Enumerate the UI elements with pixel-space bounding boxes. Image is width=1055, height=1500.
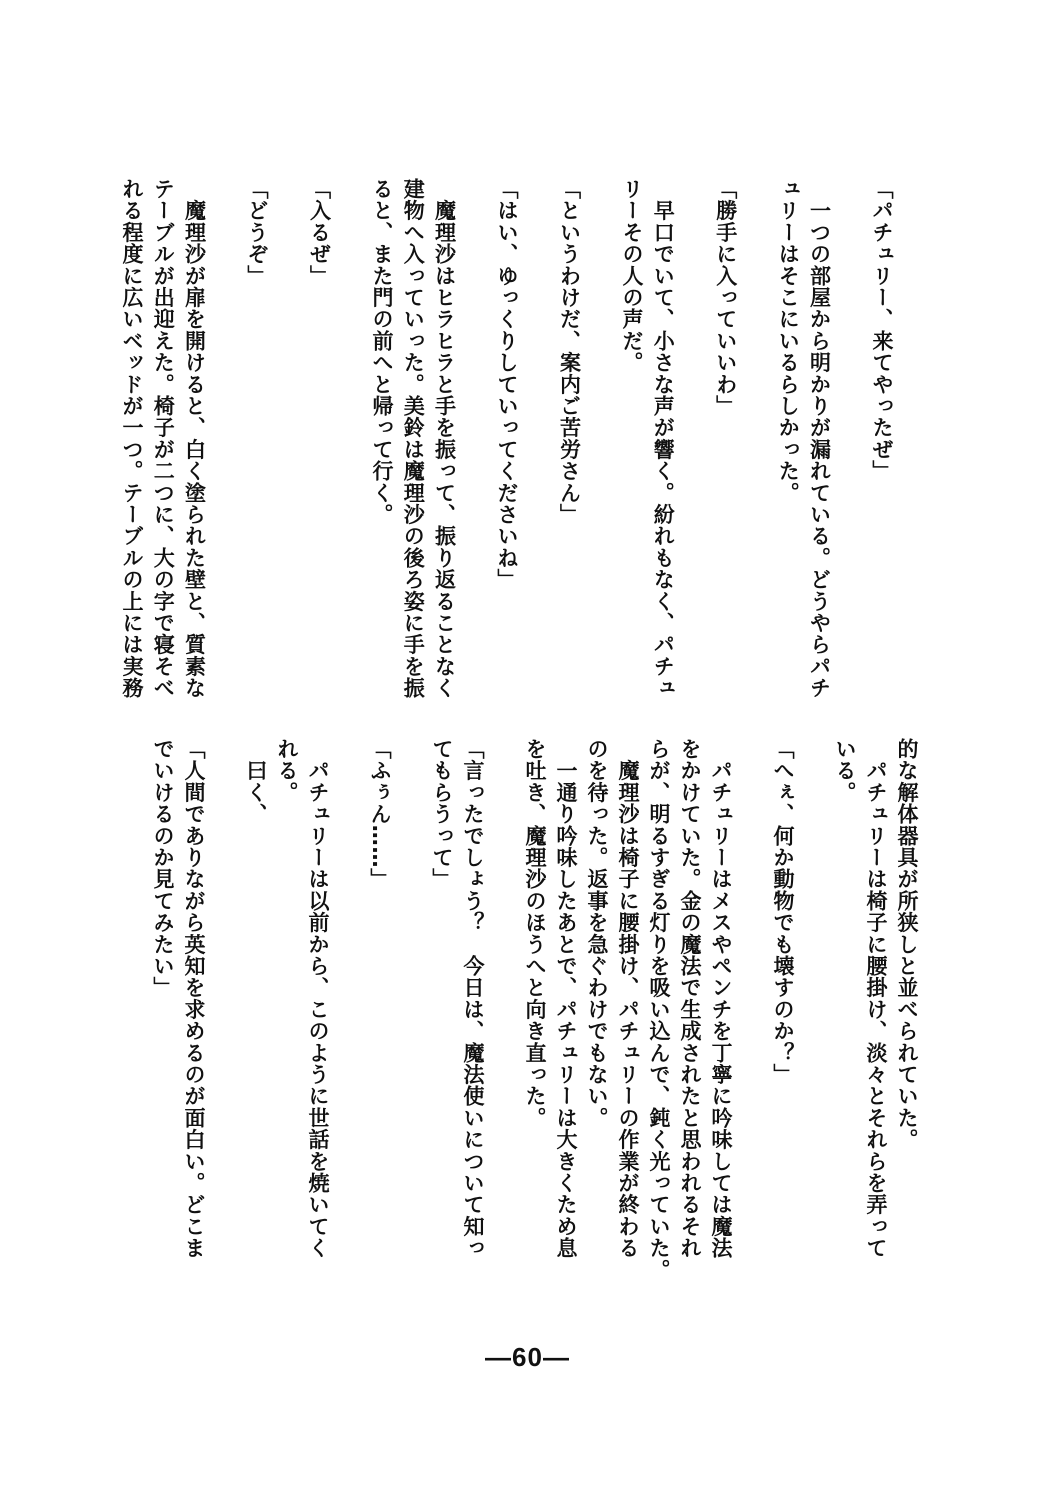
text-column: テーブルが出迎えた。椅子が二つに、大の字で寝そべ <box>151 178 176 699</box>
text-column: のを待った。返事を急ぐわけでもない。 <box>585 738 609 1129</box>
text-column: 「入るぜ」 <box>307 178 332 287</box>
text-column: てもらうって」 <box>430 738 454 890</box>
text-column: れる程度に広いベッドが一つ。テーブルの上には実務 <box>120 178 144 699</box>
text-column: をかけていた。金の魔法で生成されたと思われるそれ <box>678 738 702 1259</box>
text-column: リーその人の声だ。 <box>620 178 644 374</box>
page-number: —60— <box>485 1342 570 1372</box>
text-column: パチュリーは以前から、このように世話を焼いてく <box>306 738 330 1259</box>
text-column: 「勝手に入っていいわ」 <box>713 178 738 417</box>
text-column: 「人間でありながら英知を求めるのが面白い。どこま <box>182 738 206 1259</box>
text-column: れる。 <box>275 738 299 804</box>
text-column: を吐き、魔理沙のほうへと向き直った。 <box>523 738 547 1129</box>
text-column: 「というわけだ、案内ご苦労さん」 <box>557 178 582 526</box>
text-column: 「ふぅん……」 <box>368 738 392 890</box>
text-column: ると、また門の前へと帰って行く。 <box>370 178 394 526</box>
text-column: 「はい、ゆっくりしていってくださいね」 <box>495 178 519 591</box>
text-column: 一つの部屋から明かりが漏れている。どうやらパチ <box>807 178 832 699</box>
text-column: 魔理沙が扉を開けると、白く塗られた壁と、質素な <box>182 178 207 699</box>
text-column: 「パチュリー、来てやったぜ」 <box>870 178 894 482</box>
text-column: 魔理沙は椅子に腰掛け、パチュリーの作業が終わる <box>616 738 640 1259</box>
text-column: 一通り吟味したあとで、パチュリーは大きくため息 <box>554 738 578 1259</box>
text-column: 的な解体器具が所狭しと並べられていた。 <box>895 738 919 1151</box>
text-column: ュリーはそこにいるらしかった。 <box>776 178 801 504</box>
text-column: パチュリーは椅子に腰掛け、淡々とそれらを弄って <box>864 738 888 1259</box>
text-column: 早口でいて、小さな声が響く。紛れもなく、パチュ <box>651 178 676 699</box>
text-column: 魔理沙はヒラヒラと手を振って、振り返ることなく <box>432 178 457 699</box>
text-column: 「どうぞ」 <box>245 178 269 287</box>
text-column: パチュリーはメスやペンチを丁寧に吟味しては魔法 <box>709 738 733 1259</box>
text-column: 建物へ入っていった。美鈴は魔理沙の後ろ姿に手を振 <box>401 178 426 699</box>
text-column: いる。 <box>833 738 857 804</box>
text-column: でいけるのか見てみたい」 <box>151 738 175 999</box>
text-column: らが、明るすぎる灯りを吸い込んで、鈍く光っていた。 <box>647 738 671 1281</box>
text-column: 「へぇ、何か動物でも壊すのか？」 <box>771 738 795 1086</box>
text-column: 「言ったでしょう？ 今日は、魔法使いについて知っ <box>461 738 485 1259</box>
text-column: 曰く、 <box>244 738 268 825</box>
